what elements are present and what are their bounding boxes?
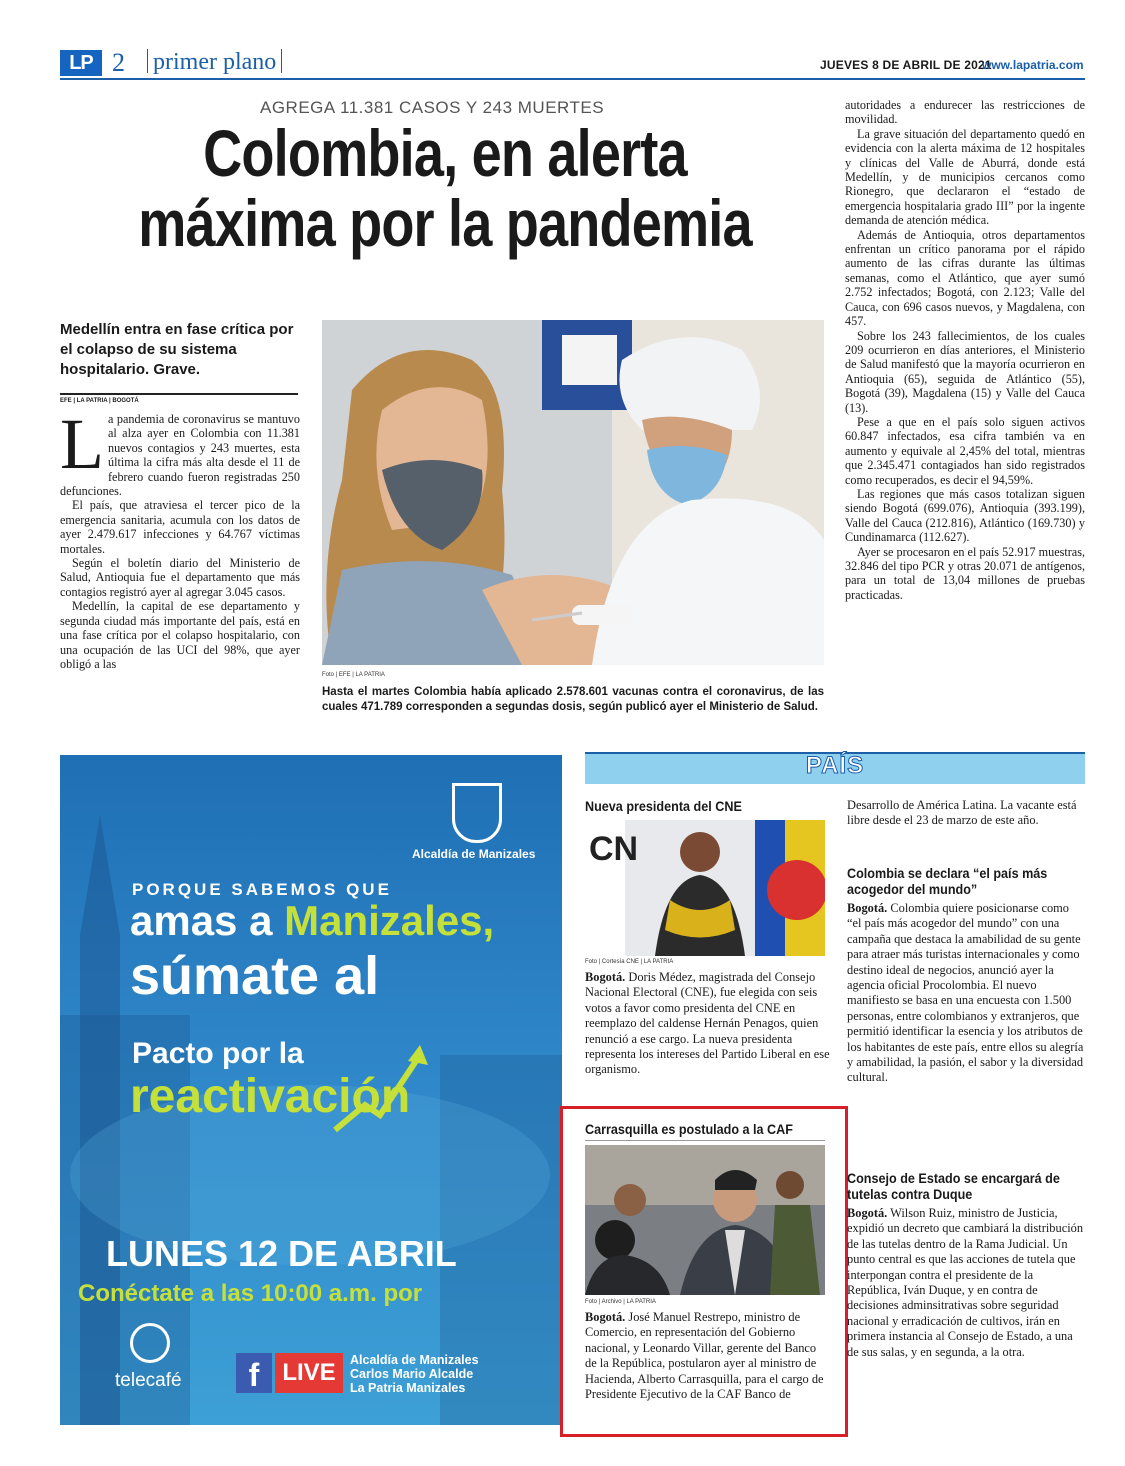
vaccination-illustration	[322, 320, 824, 665]
story-paragraph: Además de Antioquia, otros departamentos enfrentan un crítico panorama por el rápido aumento de las cifras durante las últimas semanas, como el Atlántico, que ayer sumó 2.752 infectados; Bogotá, con 2.123; Valle del Cauca, con 696 casos nuevos, y Magdalena, con 457.	[845, 227, 1085, 329]
byline-divider	[60, 393, 298, 395]
section-name	[142, 49, 287, 76]
ad-line-2-green: Manizales,	[284, 897, 495, 944]
issue-date: JUEVES 8 DE ABRIL DE 2021	[820, 58, 992, 72]
photo-credit-cne: Foto | Cortesía CNE | LA PATRIA	[585, 959, 674, 965]
telecafe-logo-icon	[130, 1323, 170, 1363]
ad-event-date: LUNES 12 DE ABRIL	[106, 1233, 457, 1274]
section-label: primer plano	[153, 49, 277, 75]
page-number: 2	[112, 48, 125, 77]
cne-photo	[585, 820, 825, 956]
ad-line-1: PORQUE SABEMOS QUE	[132, 880, 392, 899]
brief-lead: Bogotá.	[847, 1206, 888, 1220]
brief-body-cne	[585, 970, 830, 1078]
headline-line-2: máxima por la pandemia	[138, 186, 752, 260]
brief-lead: Bogotá.	[847, 901, 888, 915]
story-paragraph: Según el boletín diario del Ministerio de Salud, Antioquia fue el departamento que más contagios registró ayer al agregar 3.045 casos.	[60, 556, 300, 599]
ad-line-2	[130, 897, 494, 945]
brief-continuation: Desarrollo de América Latina. La vacante está libre desde el 23 de marzo de este año.	[847, 798, 1077, 828]
story-paragraph: Las regiones que más casos totalizan siguen siendo Bogotá (699.076), Antioquia (393.199), Valle del Cauca (212.816), Atlántico (169.730) y Cundinamarca (112.627).	[845, 486, 1085, 545]
brief-title-acogedor: Colombia se declara “el país más acogedor del mundo”	[847, 865, 1048, 897]
vaccination-photo	[322, 320, 824, 665]
ad-line-3: súmate al	[130, 946, 380, 1006]
newspaper-logo: LP	[60, 50, 102, 76]
headline-line-1: Colombia, en alerta	[203, 116, 687, 190]
photo-credit: Foto | EFE | LA PATRIA	[322, 672, 385, 678]
story-kicker: AGREGA 11.381 CASOS Y 243 MUERTES	[260, 98, 605, 117]
carrasquilla-illustration	[585, 1145, 825, 1295]
brief-text: José Manuel Restrepo, ministro de Comercio, en representación del Gobierno nacional, y Leonardo Villar, gerente del Banco de la República, postularon ayer al ministro de Hacienda, Alberto Carrasquilla, para el cargo de Presidente Ejecutivo de la CAF Banco de	[585, 1310, 824, 1402]
photo-caption: Hasta el martes Colombia había aplicado 2.578.601 vacunas contra el coronavirus, de las cuales 471.789 corresponden a segundas dosis, según publicó ayer el Ministerio de Salud.	[322, 686, 824, 713]
ad-channel: Carlos Mario Alcalde	[350, 1367, 474, 1381]
ad-org-name: Alcaldía de Manizales	[412, 847, 536, 861]
story-column-left	[60, 412, 300, 737]
ad-line-5: reactivación	[130, 1070, 411, 1123]
svg-text:CN: CN	[589, 830, 639, 868]
brief-lead: Bogotá.	[585, 1310, 626, 1324]
brief-divider	[585, 1140, 825, 1141]
header-divider	[60, 78, 1085, 80]
cne-president-illustration	[585, 820, 825, 956]
pais-section-label: PAÍS	[805, 752, 865, 779]
story-paragraph: Pese a que en el país solo siguen activos 60.847 infectados, esa cifra también va en aumento y equivale al 2,45% del total, mientras que 2.345.471 contagiados han sido registrados como recuperados, es decir el 94,59%.	[845, 414, 1085, 487]
live-badge: LIVE	[275, 1353, 343, 1393]
website-link[interactable]: www.lapatria.com	[982, 58, 1084, 72]
brief-title-tutelas: Consejo de Estado se encargará de tutelas contra Duque	[847, 1170, 1060, 1202]
city-crest-icon	[452, 783, 502, 843]
story-paragraph: El país, que atraviesa el tercer pico de la emergencia sanitaria, acumula con los datos de ayer 2.479.617 infecciones y 64.767 víctimas mortales.	[60, 498, 300, 556]
brief-text: Colombia quiere posicionarse como “el país más acogedor del mundo” con una campaña que destaca la amabilidad de su gente para atraer más turistas internacionales y como destino ideal de negocios, anunció ayer la agencia oficial Procolombia. El nuevo manifiesto se basa en una encuesta con 1.500 personas, entre colombianos y extranjeros, que permitió identificar la esencia y los atributos de los habitantes de este país, entre ellos su alegría y amabilidad, la pasión, el sabor y la diversidad cultural.	[847, 901, 1084, 1085]
story-headline	[129, 118, 760, 258]
drop-cap: L	[60, 412, 104, 484]
brief-body-caf	[585, 1310, 830, 1402]
brief-title-cne: Nueva presidenta del CNE	[585, 798, 742, 814]
brief-text: Wilson Ruiz, ministro de Justicia, expidió un decreto que cambiará la distribución de las tutelas dentro de la Rama Judicial. Un punto central es que las acciones de tutela que interpongan contra el presidente de la República, Iván Duque, y en contra de decisiones adminsitrativas sobre seguridad nacional y erradicación de cultivos, irán en primera instancia al Consejo de Estado, a una de sus salas, y en segunda, a la otra.	[847, 1206, 1084, 1359]
story-column-right	[845, 98, 1085, 738]
ad-line-2-white: amas a	[130, 897, 285, 944]
story-paragraph: Ayer se procesaron en el país 52.917 muestras, 32.846 del tipo PCR y otras 20.071 de antígenos, para un total de 13,04 millones de pruebas practicadas.	[845, 544, 1085, 602]
brief-lead: Bogotá.	[585, 970, 626, 984]
brief-text: Doris Médez, magistrada del Consejo Nacional Electoral (CNE), fue elegida con seis votos a favor como presidenta del CNE en reemplazo del caldense Hernán Penagos, quien renunció a ese cargo. La nueva presidenta representa los intereses del Partido Liberal en ese organismo.	[585, 970, 830, 1077]
story-subhead: Medellín entra en fase crítica por el colapso de su sistema hospitalario. Grave.	[60, 321, 294, 378]
brief-body-tutelas	[847, 1206, 1085, 1360]
brief-body-acogedor	[847, 901, 1085, 1086]
ad-channel: Alcaldía de Manizales	[350, 1353, 479, 1367]
story-paragraph: autoridades a endurecer las restricciones de movilidad.	[845, 98, 1085, 127]
ad-channels	[350, 1353, 479, 1395]
ad-line-4: Pacto por la	[132, 1037, 304, 1070]
facebook-icon: f	[236, 1353, 272, 1393]
advertisement[interactable]	[60, 755, 562, 1425]
story-paragraph: Sobre los 243 fallecimientos, de los cuales 209 ocurrieron en días anteriores, el Ministerio de Salud manifestó que la mayoría ocurrieron en Antioquia (65), seguida de Atlántico (55), Bogotá (39), Magdalena (15) y Valle del Cauca (13).	[845, 328, 1085, 415]
story-paragraph: La grave situación del departamento quedó en evidencia con la alerta máxima de 12 hospitales y clínicas del Valle de Aburrá, donde está Medellín, y de municipios cercanos como Rionegro, que declararon el “estado de emergencia hospitalaria grado III” por la ingente demanda de atención médica.	[845, 126, 1085, 228]
telecafe-label: telecafé	[115, 1370, 182, 1391]
photo-credit-caf: Foto | Archivo | LA PATRIA	[585, 1299, 656, 1305]
story-paragraph	[60, 412, 300, 498]
ad-channel: La Patria Manizales	[350, 1381, 466, 1395]
brief-title-caf: Carrasquilla es postulado a la CAF	[585, 1121, 793, 1137]
carrasquilla-photo	[585, 1145, 825, 1295]
ad-event-time: Conéctate a las 10:00 a.m. por	[78, 1280, 423, 1307]
story-byline: EFE | LA PATRIA | BOGOTÁ	[60, 398, 139, 404]
story-paragraph: Medellín, la capital de ese departamento y segunda ciudad más importante del país, está en una fase crítica por el colapso hospitalario, con una ocupación de las UCI del 98%, que ayer obligó a las	[60, 599, 300, 671]
paragraph-text: a pandemia de coronavirus se mantuvo al alza ayer en Colombia con 11.381 nuevos contagios y 243 muertes, esta última la cifra más alta desde el 11 de febrero cuando fueron registradas 250 defunciones.	[60, 412, 300, 499]
